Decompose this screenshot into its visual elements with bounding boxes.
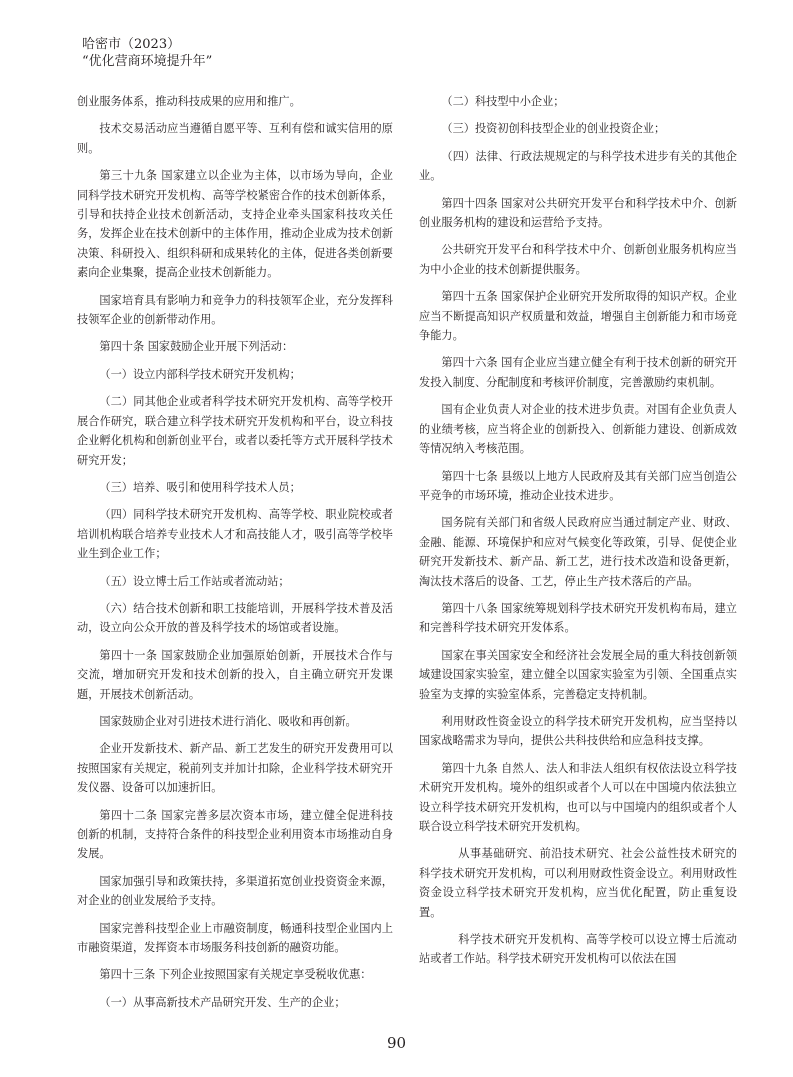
paragraph: 国有企业负责人对企业的技术进步负责。对国有企业负责人的业绩考核，应当将企业的创新投入、创新能力建设、创新成效等情况纳入考核范围。 [419,403,737,456]
paragraph: （三）投资初创科技型企业的创业投资企业； [441,122,666,136]
paragraph: 科学技术研究开发机构、高等学校可以设立博士后流动站或者工作站。科学技术研究开发机构可以依法在国 [419,933,737,966]
paragraph: 第四十四条 国家对公共研究开发平台和科学技术中介、创新创业服务机构的建设和运营给予支持。 [419,196,737,230]
paragraph: 第四十二条 国家完善多层次资本市场，建立健全促进科技创新的机制，支持符合条件的科技型企业利用资本市场推动自身发展。 [77,808,393,861]
paragraph: 国家培育具有影响力和竞争力的科技领军企业，充分发挥科技领军企业的创新带动作用。 [77,293,393,327]
header-subtitle: “优化营商环境提升年” [82,54,213,69]
paragraph: 国务院有关部门和省级人民政府应当通过制定产业、财政、金融、能源、环境保护和应对气候变化等政策，引导、促使企业研究开发新技术、新产品、新工艺，进行技术改造和设备更新，淘汰技术落后的设备、工艺，停止生产技术落后的产品。 [419,516,737,588]
right-column [419,92,737,977]
paragraph: 国家完善科技型企业上市融资制度，畅通科技型企业国内上市融资渠道，发挥资本市场服务科技创新的融资功能。 [77,921,393,955]
left-column [77,92,393,1020]
page-number: 90 [386,1034,407,1052]
paragraph: 利用财政性资金设立的科学技术研究开发机构，应当坚持以国家战略需求为导向，提供公共科技供给和应急科技支撑。 [419,714,737,748]
paragraph: 技术交易活动应当遵循自愿平等、互利有偿和诚实信用的原则。 [77,122,393,155]
paragraph: （一）设立内部科学技术研究开发机构； [99,367,301,381]
paragraph: （四）同科学技术研究开发机构、高等学校、职业院校或者培训机构联合培养专业技术人才和高技能人才，吸引高等学校毕业生到企业工作； [77,508,393,561]
paragraph: （一）从事高新技术产品研究开发、生产的企业； [99,995,346,1009]
paragraph: （二）科技型中小企业； [441,95,565,108]
paragraph: 第四十条 国家鼓励企业开展下列活动： [99,340,294,354]
paragraph: 国家鼓励企业对引进技术进行消化、吸收和再创新。 [99,714,357,728]
paragraph: 国家在事关国家安全和经济社会发展全局的重大科技创新领域建设国家实验室，建立健全以国家实验室为引领、全国重点实验室为支撑的实验室体系，完善稳定支持机制。 [419,648,737,701]
paragraph: 第四十六条 国有企业应当建立健全有利于技术创新的研究开发投入制度、分配制度和考核评价制度，完善激励约束机制。 [419,356,737,389]
paragraph: 第四十七条 县级以上地方人民政府及其有关部门应当创造公平竞争的市场环境，推动企业技术进步。 [419,469,737,502]
paragraph: （二）同其他企业或者科学技术研究开发机构、高等学校开展合作研究，联合建立科学技术研究开发机构和平台，设立科技企业孵化机构和创新创业平台，或者以委托等方式开展科学技术研究开发； [77,395,393,467]
paragraph: 第四十五条 国家保护企业研究开发所取得的知识产权。企业应当不断提高知识产权质量和效益，增强自主创新能力和市场竞争能力。 [419,290,737,343]
header-title: 哈密市（2023） [82,37,181,52]
paragraph: 从事基础研究、前沿技术研究、社会公益性技术研究的科学技术研究开发机构，可以利用财政性资金设立。利用财政性资金设立科学技术研究开发机构，应当优化配置，防止重复设置。 [419,847,737,919]
paragraph: （四）法律、行政法规规定的与科学技术进步有关的其他企业。 [419,149,737,183]
paragraph: （六）结合技术创新和职工技能培训，开展科学技术普及活动，设立向公众开放的普及科学技术的场馆或者设施。 [77,601,393,635]
paragraph: 企业开发新技术、新产品、新工艺发生的研究开发费用可以按照国家有关规定，税前列支并加计扣除，企业科学技术研究开发仪器、设备可以加速折旧。 [77,742,393,795]
page-header [82,36,212,70]
paragraph: 公共研究开发平台和科学技术中介、创新创业服务机构应当为中小企业的技术创新提供服务。 [419,243,737,276]
paragraph: 第四十九条 自然人、法人和非法人组织有权依法设立科学技术研究开发机构。境外的组织或者个人可以在中国境内依法独立设立科学技术研究开发机构，也可以与中国境内的组织或者个人联合设立科学技术研究开发机构。 [419,761,737,833]
paragraph: 第四十八条 国家统筹规划科学技术研究开发机构布局，建立和完善科学技术研究开发体系。 [419,601,737,635]
paragraph: 第四十三条 下列企业按照国家有关规定享受税收优惠： [99,968,372,982]
paragraph: 创业服务体系，推动科技成果的应用和推广。 [77,95,301,108]
paragraph: 第三十九条 国家建立以企业为主体，以市场为导向，企业同科学技术研究开发机构、高等学校紧密合作的技术创新体系，引导和扶持企业技术创新活动，支持企业牵头国家科技攻关任务，发挥企业在技术创新中的主体作用，推动企业成为技术创新决策、科研投入、组织科研和成果转化的主体，促进各类创新要素向企业集聚，提高企业技术创新能力。 [77,169,393,280]
paragraph: 国家加强引导和政策扶持，多渠道拓宽创业投资资金来源，对企业的创业发展给予支持。 [77,874,393,908]
paragraph: 第四十一条 国家鼓励企业加强原始创新，开展技术合作与交流，增加研究开发和技术创新的投入，自主确立研究开发课题，开展技术创新活动。 [77,648,393,701]
paragraph: （三）培养、吸引和使用科学技术人员； [99,480,301,494]
paragraph: （五）设立博士后工作站或者流动站； [99,574,290,588]
